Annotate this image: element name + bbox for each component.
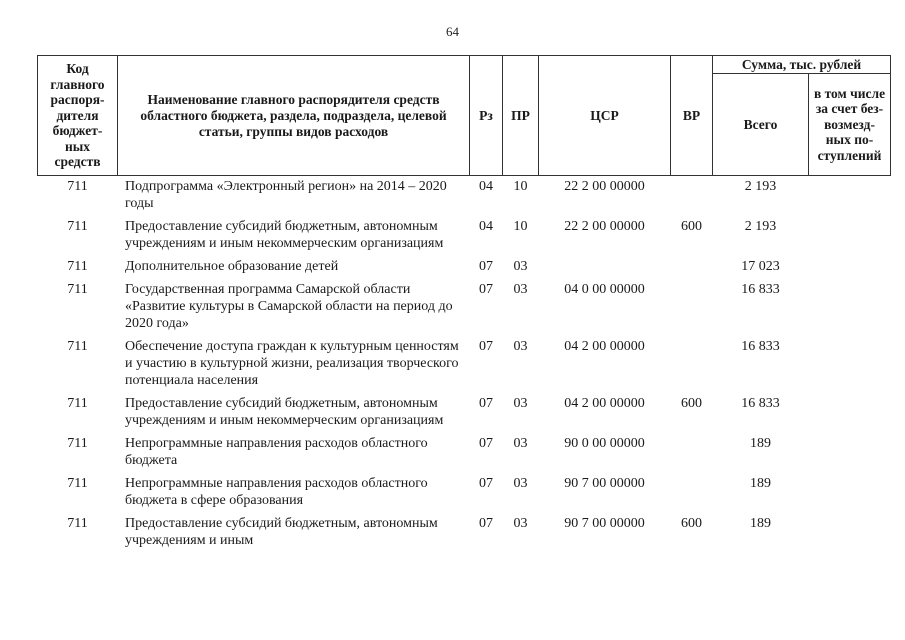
- cell-name: Предоставление субсидий бюджетным, автономным учреждениям и иным некоммерческим организациям: [125, 396, 444, 428]
- cell-csr: 22 2 00 00000: [564, 179, 645, 194]
- cell-pr: 03: [513, 339, 528, 354]
- table-header: [38, 56, 891, 176]
- cell-csr: 04 2 00 00000: [564, 396, 645, 411]
- cell-name: Государственная программа Самарской области «Развитие культуры в Самарской области на период до 2020 года»: [125, 282, 453, 331]
- cell-vr: 600: [681, 219, 702, 234]
- cell-vr: [671, 473, 713, 509]
- cell-rz: 04: [479, 179, 493, 194]
- cell-free: [809, 216, 891, 252]
- cell-rz: 07: [479, 259, 493, 274]
- header-code: Код главного распоря-дителя бюджет-ных средств: [38, 56, 118, 176]
- cell-pr: 10: [513, 219, 528, 234]
- cell-total: 189: [750, 476, 771, 491]
- cell-rz: 07: [479, 282, 493, 297]
- cell-vr: 600: [681, 516, 702, 531]
- cell-total: 189: [750, 516, 771, 531]
- table-row: [38, 176, 891, 213]
- header-total: Всего: [713, 74, 809, 176]
- cell-csr: 90 7 00 00000: [564, 516, 645, 531]
- cell-pr: 10: [513, 179, 528, 194]
- cell-pr: 03: [513, 476, 528, 491]
- table-row: [38, 473, 891, 509]
- cell-total: 2 193: [744, 219, 777, 234]
- cell-code: 711: [67, 219, 88, 234]
- header-free: в том числе за счет без-возмезд-ных по-ступлений: [809, 74, 891, 176]
- cell-free: [809, 473, 891, 509]
- cell-csr: 90 7 00 00000: [564, 476, 645, 491]
- cell-code: 711: [67, 436, 88, 451]
- cell-name: Непрограммные направления расходов областного бюджета: [125, 436, 428, 468]
- table-row: [38, 336, 891, 389]
- cell-rz: 07: [479, 339, 493, 354]
- cell-name: Обеспечение доступа граждан к культурным ценностям и участию в культурной жизни, реализация творческого потенциала населения: [125, 339, 459, 388]
- cell-total: 16 833: [741, 282, 780, 297]
- cell-vr: [671, 256, 713, 275]
- cell-total: 16 833: [741, 339, 780, 354]
- cell-vr: 600: [681, 396, 702, 411]
- cell-free: [809, 256, 891, 275]
- cell-vr: [671, 176, 713, 213]
- cell-csr: 04 0 00 00000: [564, 282, 645, 297]
- header-csr: ЦСР: [539, 56, 671, 176]
- cell-free: [809, 393, 891, 429]
- cell-free: [809, 279, 891, 332]
- cell-pr: 03: [513, 436, 528, 451]
- cell-pr: 03: [513, 516, 528, 531]
- cell-vr: [671, 336, 713, 389]
- header-sum-group: Сумма, тыс. рублей: [713, 56, 891, 74]
- cell-total: 189: [750, 436, 771, 451]
- cell-code: 711: [67, 282, 88, 297]
- table-body: [38, 176, 891, 554]
- table-row: [38, 513, 891, 549]
- header-name: Наименование главного распорядителя средств областного бюджета, раздела, подраздела, целевой статьи, группы видов расходов: [118, 56, 470, 176]
- cell-total: 16 833: [741, 396, 780, 411]
- cell-rz: 07: [479, 476, 493, 491]
- page-number: 64: [446, 24, 459, 39]
- row-spacer: [38, 549, 891, 553]
- cell-name: Непрограммные направления расходов областного бюджета в сфере образования: [125, 476, 428, 508]
- table-row: [38, 256, 891, 275]
- cell-free: [809, 513, 891, 549]
- row-spacer-cell: [38, 549, 891, 553]
- cell-code: 711: [67, 396, 88, 411]
- cell-csr: 90 0 00 00000: [564, 436, 645, 451]
- cell-csr: 04 2 00 00000: [564, 339, 645, 354]
- cell-csr: 22 2 00 00000: [564, 219, 645, 234]
- table-row: [38, 393, 891, 429]
- cell-csr: [539, 256, 671, 275]
- cell-total: 17 023: [741, 259, 780, 274]
- header-vr: ВР: [671, 56, 713, 176]
- cell-name: Дополнительное образование детей: [125, 259, 339, 274]
- cell-free: [809, 433, 891, 469]
- table-row: [38, 216, 891, 252]
- cell-rz: 07: [479, 436, 493, 451]
- cell-name: Предоставление субсидий бюджетным, автономным учреждениям и иным некоммерческим организациям: [125, 219, 444, 251]
- cell-total: 2 193: [744, 179, 777, 194]
- cell-pr: 03: [513, 282, 528, 297]
- cell-rz: 04: [479, 219, 493, 234]
- cell-free: [809, 176, 891, 213]
- cell-code: 711: [67, 516, 88, 531]
- cell-name: Предоставление субсидий бюджетным, автономным учреждениям и иным: [125, 516, 438, 548]
- cell-code: 711: [67, 259, 88, 274]
- cell-rz: 07: [479, 516, 493, 531]
- cell-code: 711: [67, 179, 88, 194]
- cell-vr: [671, 433, 713, 469]
- header-pr: ПР: [503, 56, 539, 176]
- table-row: [38, 279, 891, 332]
- cell-code: 711: [67, 339, 88, 354]
- cell-rz: 07: [479, 396, 493, 411]
- budget-table: [37, 55, 891, 553]
- cell-name: Подпрограмма «Электронный регион» на 2014 – 2020 годы: [125, 179, 447, 211]
- cell-pr: 03: [513, 396, 528, 411]
- cell-free: [809, 336, 891, 389]
- header-rz: Рз: [470, 56, 503, 176]
- cell-vr: [671, 279, 713, 332]
- table-row: [38, 433, 891, 469]
- cell-code: 711: [67, 476, 88, 491]
- cell-pr: 03: [513, 259, 528, 274]
